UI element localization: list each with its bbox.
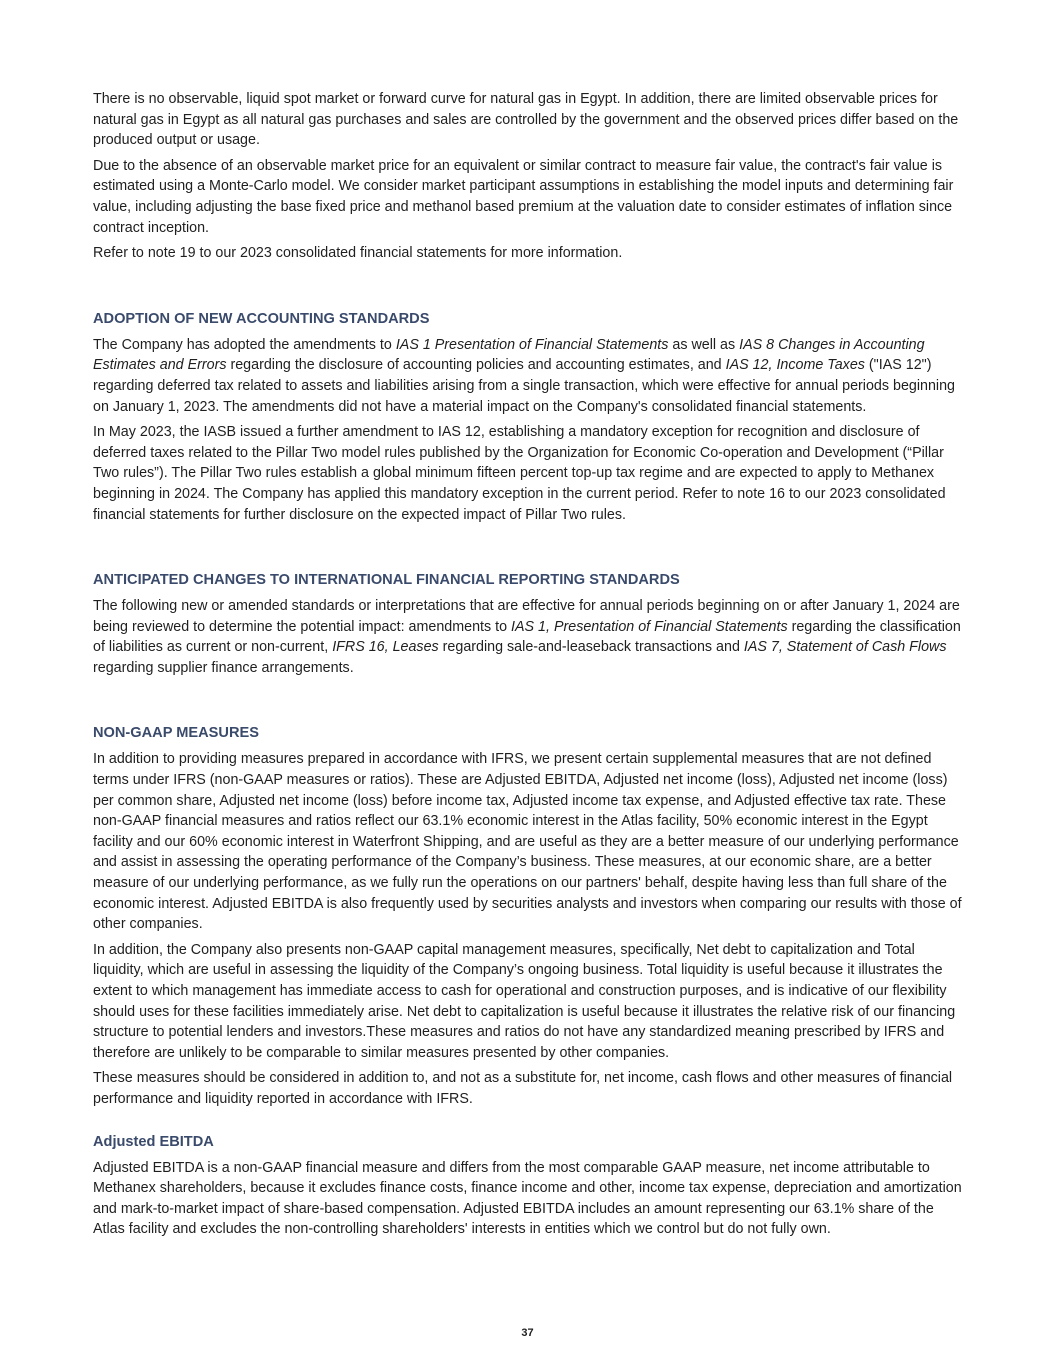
text-run: regarding the classification of liabilities as current or non-current,	[93, 618, 961, 656]
paragraph	[93, 335, 965, 417]
paragraph	[93, 596, 965, 678]
paragraph: In May 2023, the IASB issued a further amendment to IAS 12, establishing a mandatory exception for recognition and disclosure of deferred taxes related to the Pillar Two model rules published by the Organization for Economic Co-operation and Development (“Pillar Two rules”). The Pillar Two rules establish a global minimum fifteen percent top-up tax regime and are expected to apply to Methanex beginning in 2024. The Company has applied this mandatory exception in the current period. Refer to note 16 to our 2023 consolidated financial statements for further disclosure on the expected impact of Pillar Two rules.	[93, 424, 946, 523]
standard-reference: IFRS 16, Leases	[332, 639, 439, 656]
paragraph: Adjusted EBITDA is a non-GAAP financial measure and differs from the most comparable GAAP measure, net income attributable to Methanex shareholders, because it excludes finance costs, finance income and other, income tax expense, depreciation and amortization and mark-to-market impact of share-based compensation. Adjusted EBITDA includes an amount representing our 63.1% share of the Atlas facility and excludes the non-controlling shareholders' interests in entities which we control but do not fully own.	[93, 1159, 962, 1238]
anticipated-changes-section	[93, 570, 965, 678]
paragraph: These measures should be considered in addition to, and not as a substitute for, net income, cash flows and other measures of financial performance and liquidity reported in accordance with IFRS.	[93, 1070, 953, 1107]
text-run: as well as	[668, 336, 740, 353]
standard-reference: IAS 8 Changes in Accounting Estimates and Errors	[93, 336, 925, 374]
non-gaap-section	[93, 723, 965, 1109]
subsection-heading: Adjusted EBITDA	[93, 1133, 214, 1150]
paragraph: There is no observable, liquid spot market or forward curve for natural gas in Egypt. In addition, there are limited observable prices for natural gas in Egypt as all natural gas purchases and sales are controlled by the government and the observed prices differ based on the produced output or usage.	[93, 91, 959, 149]
standard-reference: IAS 7, Statement of Cash Flows	[743, 639, 947, 656]
text-run: The following new or amended standards or interpretations that are effective for annual periods beginning on or after January 1, 2024 are being reviewed to determine the potential impact: amendments to	[93, 598, 960, 635]
text-run: regarding the disclosure of accounting policies and accounting estimates, and	[226, 357, 726, 374]
standard-reference: IAS 1, Presentation of Financial Statements	[511, 618, 788, 635]
paragraph: In addition, the Company also presents non-GAAP capital management measures, specifically, Net debt to capitalization and Total liquidity, which are useful in assessing the liquidity of the Company’s ongoing business. Total liquidity is useful because it illustrates the extent to which management has immediate access to cash for operational and construction purposes, and is indicative of our flexibility should uses for these facilities immediately arise. Net debt to capitalization is useful because it illustrates the relative risk of our financing structure to potential lenders and investors.These measures and ratios do not have any standardized meaning prescribed by IFRS and therefore are unlikely to be comparable to similar measures presented by other companies.	[93, 941, 956, 1061]
paragraph: Due to the absence of an observable market price for an equivalent or similar contract to measure fair value, the contract's fair value is estimated using a Monte-Carlo model. We consider market participant assumptions in establishing the model inputs and determining fair value, including adjusting the base fixed price and methanol based premium at the valuation date to consider estimates of inflation since contract inception.	[93, 157, 954, 236]
standard-reference: IAS 1 Presentation of Financial Statements	[395, 336, 669, 353]
text-run: regarding sale-and-leaseback transactions and	[438, 639, 744, 656]
text-run: regarding supplier finance arrangements.	[93, 659, 354, 676]
adjusted-ebitda-section	[93, 1132, 965, 1240]
text-run: The Company has adopted the amendments to	[93, 336, 396, 353]
text-run: ("IAS 12") regarding deferred tax related to assets and liabilities arising from a single transaction, which were effective for annual periods beginning on January 1, 2023. The amendments did not have a material impact on the Company's consolidated financial statements.	[93, 357, 956, 415]
page-number: 37	[521, 1327, 534, 1339]
fair-value-section	[93, 89, 965, 264]
section-heading: ADOPTION OF NEW ACCOUNTING STANDARDS	[93, 310, 430, 327]
section-heading: NON-GAAP MEASURES	[93, 725, 259, 742]
section-heading: ANTICIPATED CHANGES TO INTERNATIONAL FINANCIAL REPORTING STANDARDS	[93, 572, 680, 589]
paragraph: In addition to providing measures prepared in accordance with IFRS, we present certain supplemental measures that are not defined terms under IFRS (non-GAAP measures or ratios). These are Adjusted EBITDA, Adjusted net income (loss), Adjusted net income (loss) per common share, Adjusted net income (loss) before income tax, Adjusted income tax expense, and Adjusted effective tax rate. These non-GAAP financial measures and ratios reflect our 63.1% economic interest in the Atlas facility, 50% economic interest in the Egypt facility and our 60% economic interest in Waterfront Shipping, and are useful as they are a better measure of our underlying performance and assist in assessing the operating performance of the Company’s business. These measures, at our economic share, are a better measure of our underlying performance, as we fully run the operations on our partners' behalf, despite having less than full share of the economic interest. Adjusted EBITDA is also frequently used by securities analysts and investors when comparing our results with those of other companies.	[93, 751, 962, 933]
standard-reference: IAS 12, Income Taxes	[725, 357, 865, 374]
document-page	[93, 89, 965, 1245]
adoption-section	[93, 309, 965, 525]
paragraph: Refer to note 19 to our 2023 consolidated financial statements for more information.	[93, 245, 623, 262]
